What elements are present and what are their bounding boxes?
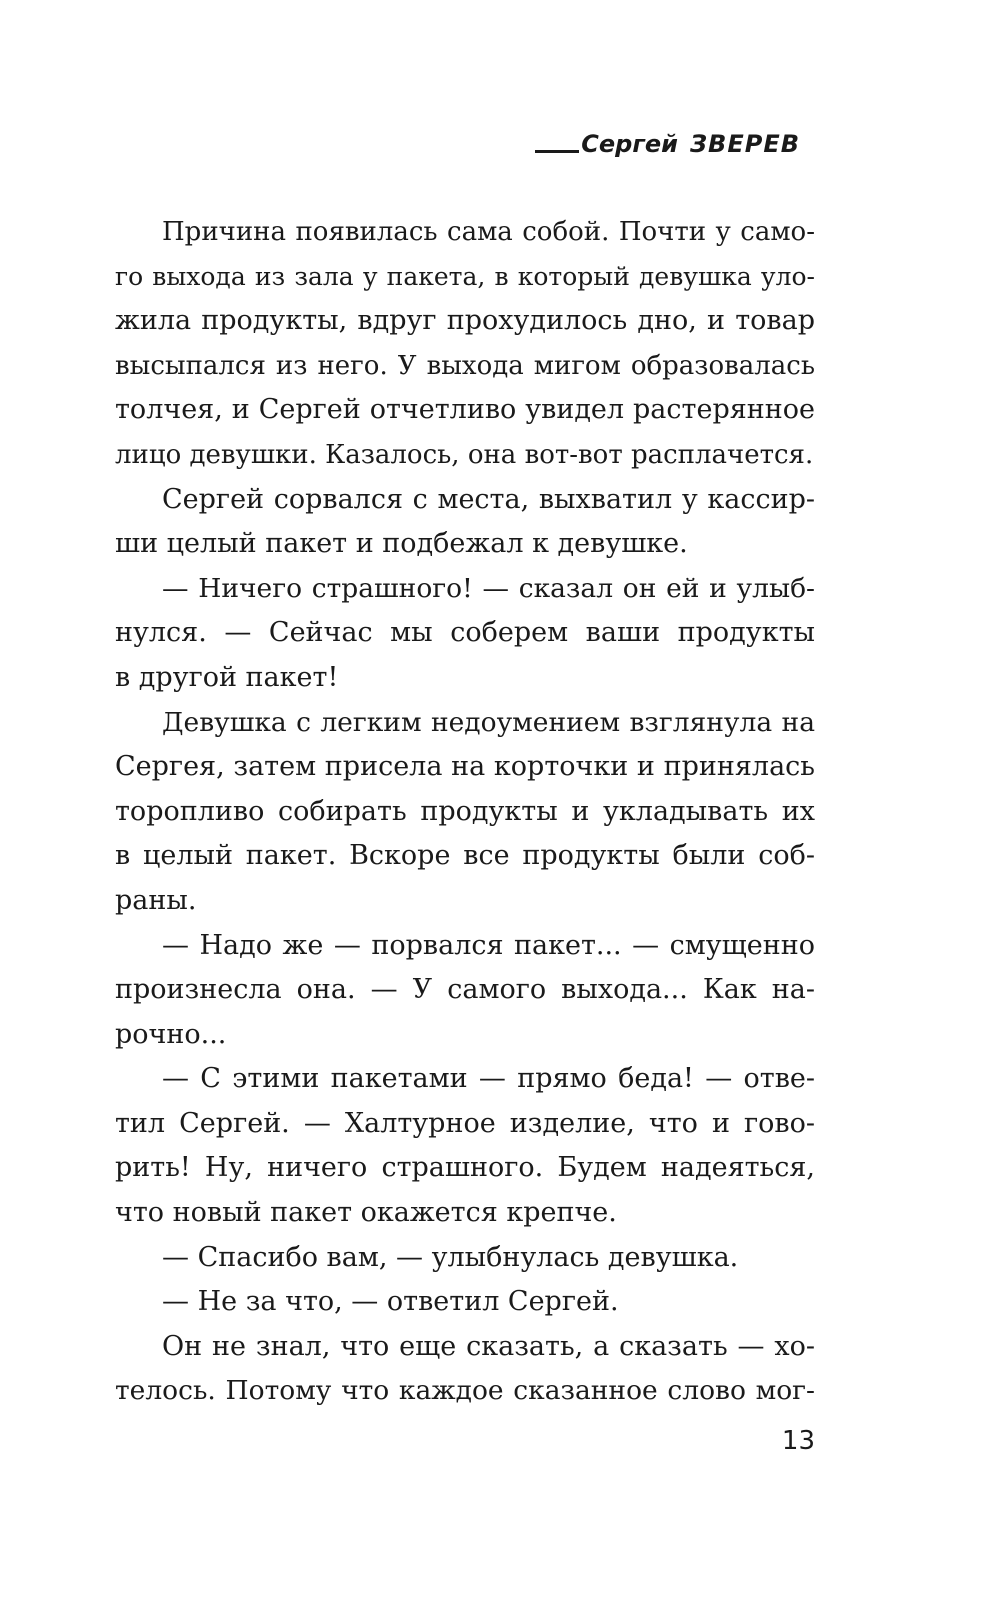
header-rule <box>535 150 579 153</box>
text-line: нулся. — Сейчас мы соберем ваши продукты <box>115 617 815 649</box>
text-line: — Спасибо вам, — улыбнулась девушка. <box>162 1241 739 1273</box>
header-author-first-name: Сергей <box>581 130 678 158</box>
text-line: что новый пакет окажется крепче. <box>115 1197 617 1229</box>
text-line: в другой пакет! <box>115 661 339 693</box>
text-line: го выхода из зала у пакета, в который девушка уло- <box>115 261 815 291</box>
text-line: в целый пакет. Вскоре все продукты были соб- <box>115 840 815 872</box>
text-line: — С этими пакетами — прямо беда! — отве- <box>162 1063 815 1095</box>
text-line: толчея, и Сергей отчетливо увидел растерянное <box>115 394 815 426</box>
text-line: раны. <box>115 884 197 916</box>
text-line: Он не знал, что еще сказать, а сказать — хо- <box>162 1330 815 1362</box>
text-line: — Надо же — порвался пакет... — смущенно <box>162 929 815 961</box>
text-line: Причина появилась сама собой. Почти у само- <box>162 217 815 247</box>
text-line: торопливо собирать продукты и укладывать их <box>115 795 815 827</box>
text-line: произнесла она. — У самого выхода... Как на- <box>115 974 815 1006</box>
page-number: 13 <box>781 1426 815 1456</box>
text-line: — Ничего страшного! — сказал он ей и улыб- <box>162 572 815 604</box>
text-line: — Не за что, — ответил Сергей. <box>162 1286 619 1318</box>
text-line: высыпался из него. У выхода мигом образовалась <box>115 350 815 381</box>
text-line: лицо девушки. Казалось, она вот-вот расплачется. <box>115 439 814 470</box>
text-line: жила продукты, вдруг прохудилось дно, и товар <box>115 305 815 337</box>
text-line: ши целый пакет и подбежал к девушке. <box>115 528 688 560</box>
text-line: телось. Потому что каждое сказанное слово мог- <box>115 1375 815 1407</box>
text-line: рочно... <box>115 1018 227 1050</box>
header-author-last-name: ЗВЕРЕВ <box>689 130 800 158</box>
text-line: рить! Ну, ничего страшного. Будем надеяться, <box>115 1152 815 1184</box>
text-line: Девушка с легким недоумением взглянула на <box>162 706 815 738</box>
text-line: Сергея, затем присела на корточки и принялась <box>115 751 815 783</box>
body-text <box>115 210 815 1414</box>
text-line: тил Сергей. — Халтурное изделие, что и гово- <box>115 1107 815 1139</box>
running-header <box>535 128 800 160</box>
text-line: Сергей сорвался с места, выхватил у кассир- <box>162 483 815 515</box>
